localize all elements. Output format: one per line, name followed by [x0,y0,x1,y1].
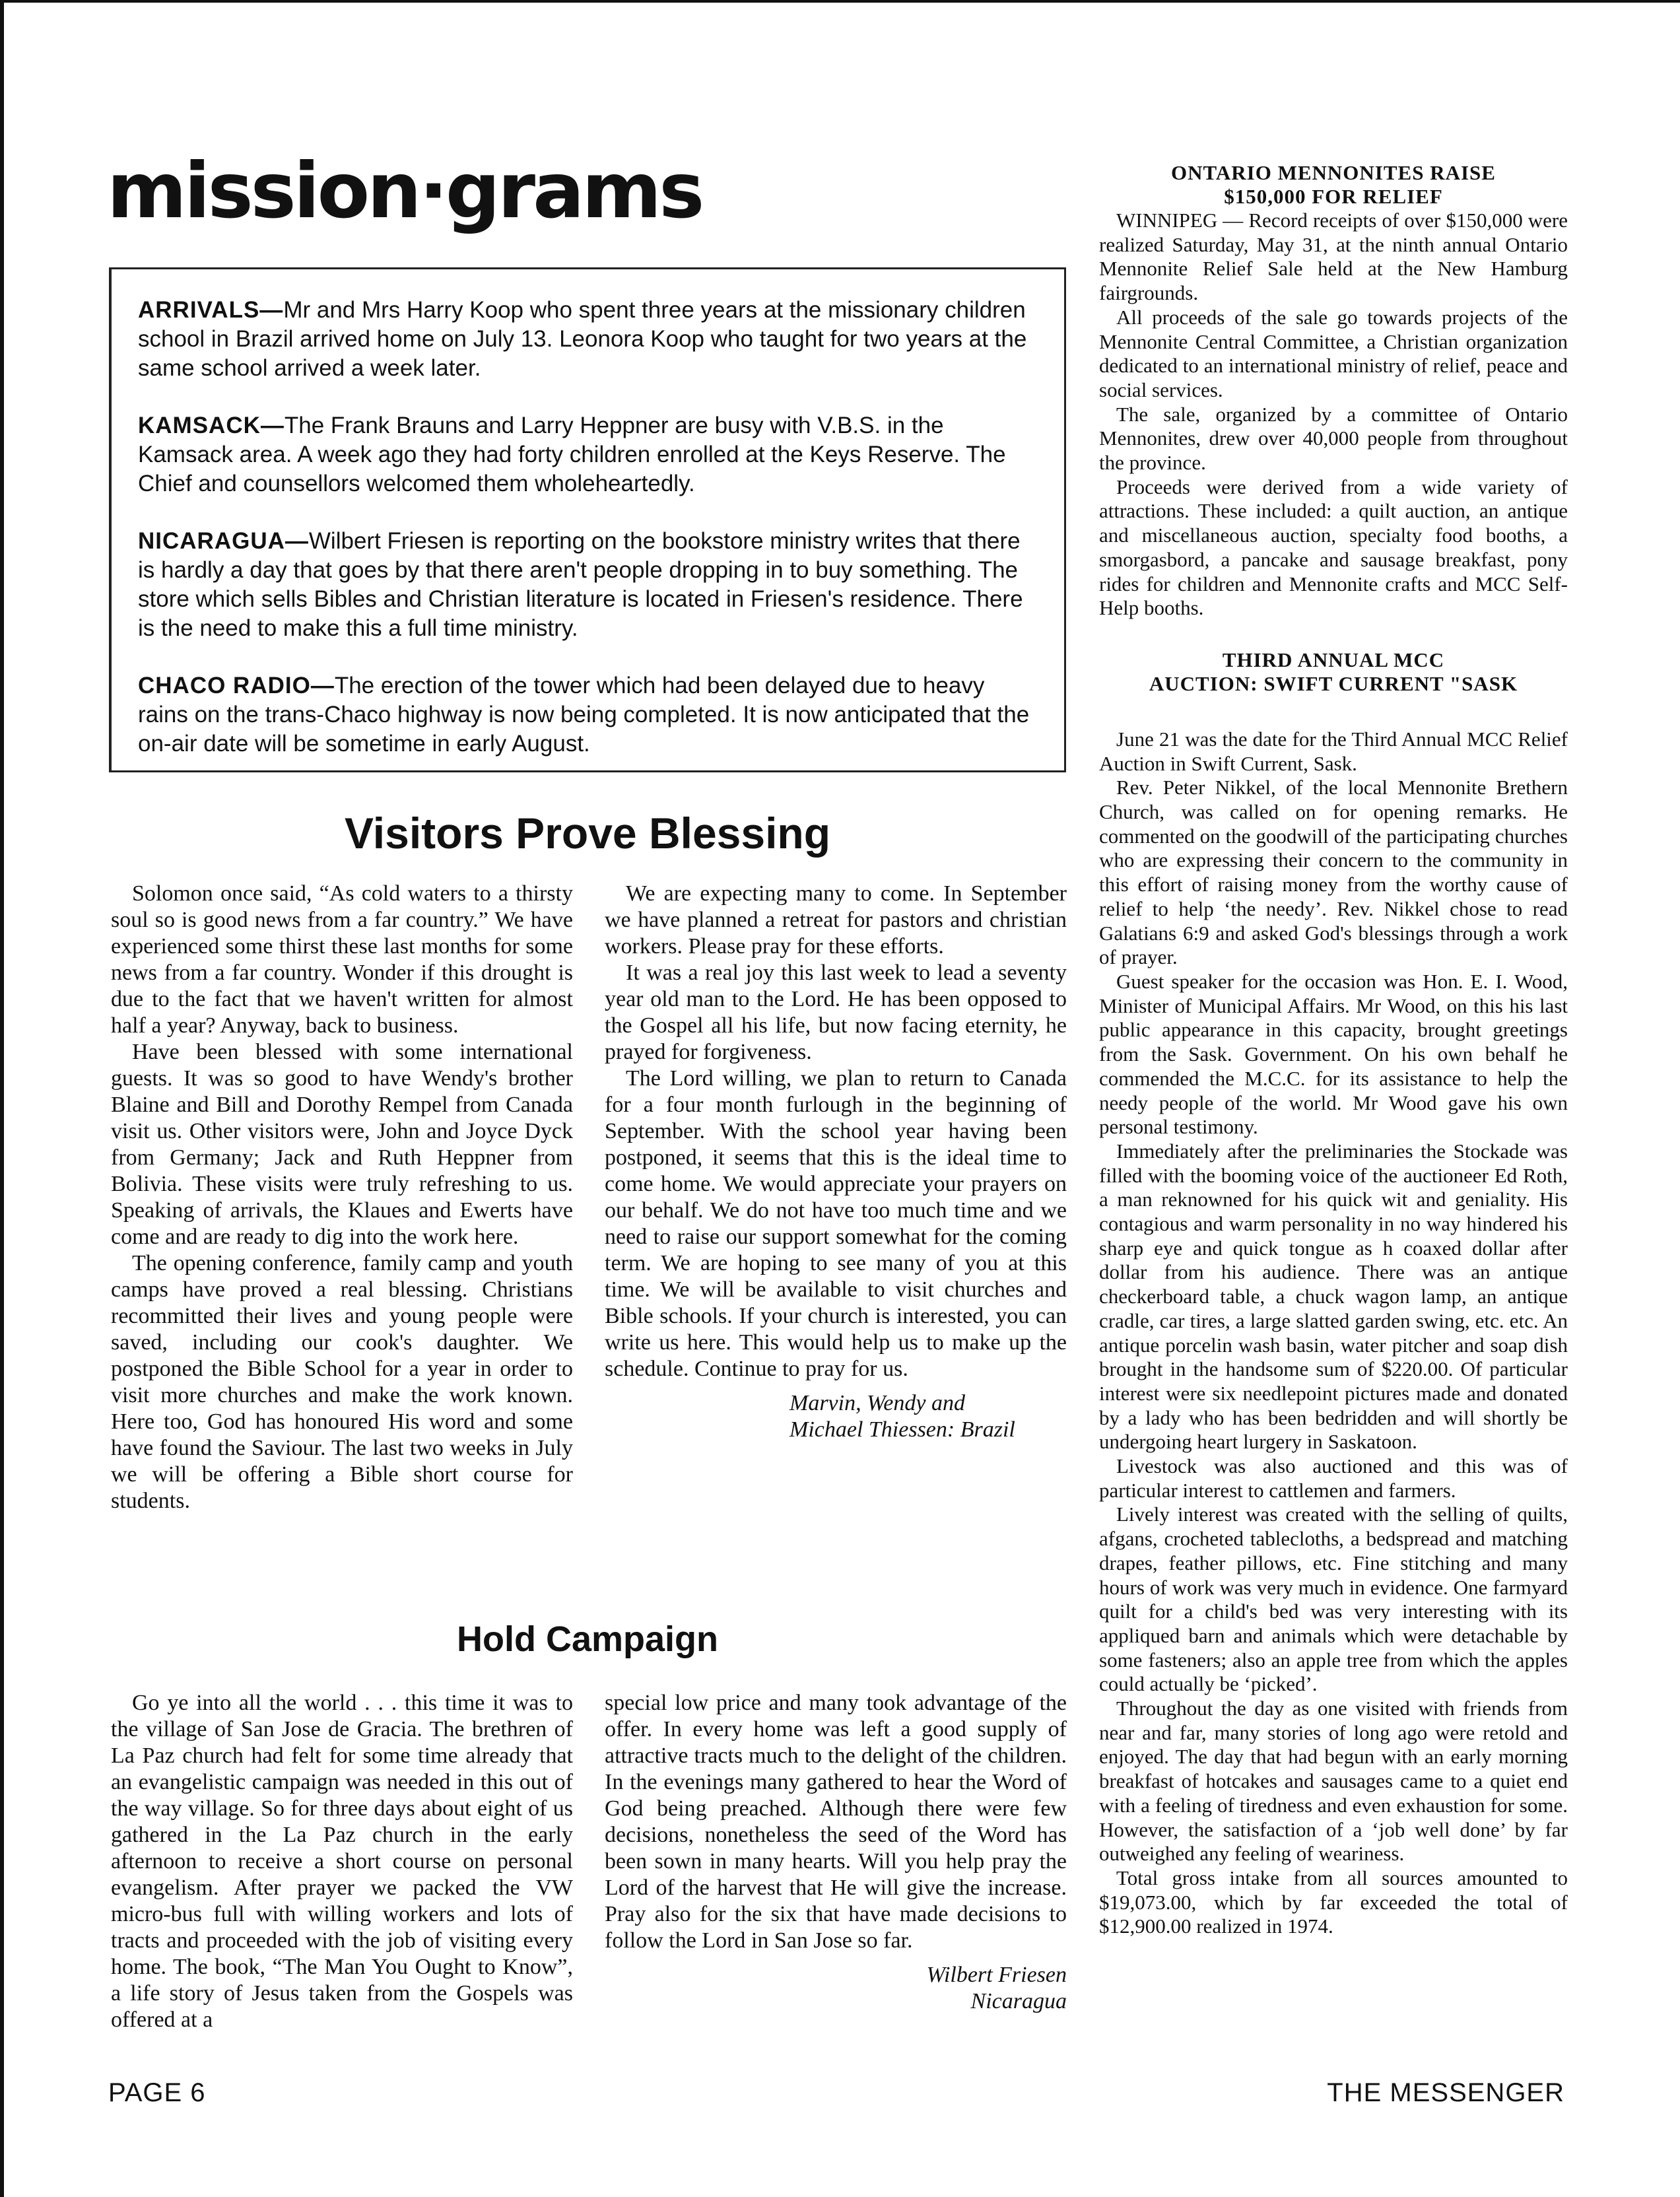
visitors-headline: Visitors Prove Blessing [344,809,831,858]
article-paragraph: All proceeds of the sale go towards projects of the Mennonite Central Committee, a Christian organization dedicated to an international ministry of relief, peace and social services. [1099,305,1568,401]
headline-line: THIRD ANNUAL MCC [1222,648,1445,671]
news-item-label: KAMSACK— [138,413,285,438]
campaign-headline: Hold Campaign [456,1619,718,1659]
page-number: PAGE 6 [108,2078,206,2107]
visitors-column-1 [111,881,573,1514]
article-paragraph: Rev. Peter Nikkel, of the local Mennonite Brethern Church, was called on for opening remarks. He commented on the goodwill of the participating churches who are expressing their concern to the community in this effort of raising money from the worthy cause of relief to help ‘the needy’. Rev. Nikkel chose to read Galatians 6:9 and asked God's blessings through a work of prayer. [1099,776,1568,969]
right-column [1099,161,1568,1939]
news-item-label: ARRIVALS— [138,297,284,323]
headline-line: $150,000 FOR RELIEF [1224,185,1443,208]
article-paragraph: Solomon once said, “As cold waters to a thirsty soul so is good news from a far country.” We have experienced some thirst these last months for some news from a far country. Wonder if this drought is due to the fact that we haven't written for almost half a year? Anyway, back to business. [111,881,573,1038]
news-item-nicaragua [138,527,1040,643]
signature-line: Nicaragua [970,1989,1067,2013]
article-paragraph: Have been blessed with some international guests. It was so good to have Wendy's brother Blaine and Bill and Dorothy Rempel from Canada visit us. Other visitors were, John and Joyce Dyck from Germany; Jack and Ruth Heppner from Bolivia. These visits were truly refreshing to us. Speaking of arrivals, the Klaues and Ewerts have come and are ready to dig into the work here. [111,1040,573,1249]
article-paragraph: Livestock was also auctioned and this was of particular interest to cattlemen and farmers. [1099,1454,1568,1502]
mission-grams-box [109,267,1066,772]
mcc-headline [1099,648,1568,696]
news-item-text: The Frank Brauns and Larry Heppner are busy with V.B.S. in the Kamsack area. A week ago they had forty children enrolled at the Keys Reserve. The Chief and counsellors welcomed them wholeheartedly. [138,413,1006,496]
campaign-column-2 [605,1690,1067,2015]
article-paragraph: The Lord willing, we plan to return to Canada for a four month furlough in the beginning of September. With the school year having been postponed, it seems that this is the ideal time to come home. We would appreciate your prayers on our behalf. We do not have too much time and we need to raise our support somewhat for the coming term. We are hoping to see many of you at this time. We will be available to visit churches and Bible schools. If your church is interested, you can write us here. This would help us to make up the schedule. Continue to pray for us. [605,1066,1067,1381]
article-paragraph: We are expecting many to come. In September we have planned a retreat for pastors and christian workers. Please pray for these efforts. [605,881,1067,959]
headline-line: ONTARIO MENNONITES RAISE [1171,161,1496,184]
news-item-text: Wilbert Friesen is reporting on the bookstore ministry writes that there is hardly a day that goes by that there aren't people dropping in to buy something. The store which sells Bibles and Christian literature is located in Friesen's residence. There is the need to make this a full time ministry. [138,528,1023,641]
signature-line: Wilbert Friesen [926,1963,1067,1987]
visitors-signature [605,1390,1067,1443]
article-paragraph: June 21 was the date for the Third Annual MCC Relief Auction in Swift Current, Sask. [1099,727,1568,775]
article-paragraph: Proceeds were derived from a wide variety of attractions. These included: a quilt auction, an antique and miscellaneous auction, specialty food booths, a smorgasbord, a pancake and sausage breakfast, pony rides for children and Mennonite crafts and MCC Self-Help booths. [1099,475,1568,620]
headline-line: AUCTION: SWIFT CURRENT "SASK [1149,671,1518,695]
article-paragraph: Go ye into all the world . . . this time it was to the village of San Jose de Gracia. The brethren of La Paz church had felt for some time already that an evangelistic campaign was needed in this out of the way village. So for three days about eight of us gathered in the La Paz church in the early afternoon to receive a short course on personal evangelism. After prayer we packed the VW micro-bus full with willing workers and lots of tracts and proceeded with the job of visiting every home. The book, “The Man You Ought to Know”, a life story of Jesus taken from the Gospels was offered at a [111,1691,573,2032]
news-item-chaco-radio [138,671,1040,759]
news-item-arrivals [138,296,1040,383]
visitors-column-2 [605,881,1067,1443]
publication-name: THE MESSENGER [1327,2078,1564,2107]
article-paragraph: Lively interest was created with the selling of quilts, afgans, crocheted tablecloths, a bedspread and matching drapes, feather pillows, etc. Fine stitching and many hours of work was very much in evidence. One farmyard quilt for a child's bed was very interesting with its appliqued barn and animals which were detachable by some fasteners; also an apple tree from which the apples could actually be ‘picked’. [1099,1503,1568,1696]
news-item-label: CHACO RADIO— [138,673,335,698]
ontario-headline [1099,161,1568,209]
news-item-kamsack [138,411,1040,498]
article-paragraph: It was a real joy this last week to lead a seventy year old man to the Lord. He has been opposed to the Gospel all his life, but now facing eternity, he prayed for forgiveness. [605,961,1067,1064]
article-paragraph: WINNIPEG — Record receipts of over $150,000 were realized Saturday, May 31, at the ninth annual Ontario Mennonite Relief Sale held at the New Hamburg fairgrounds. [1099,209,1568,305]
news-item-text: Mr and Mrs Harry Koop who spent three years at the missionary children school in Brazil arrived home on July 13. Leonora Koop who taught for two years at the same school arrived a week later. [138,297,1027,381]
article-paragraph: Throughout the day as one visited with friends from near and far, many stories of long ago were retold and enjoyed. The day that had begun with an early morning breakfast of hotcakes and sausages came to a quiet end with a feeling of tiredness and even exhaustion for some. However, the satisfaction of a ‘job well done’ by far outweighed any feeling of weariness. [1099,1697,1568,1866]
article-paragraph: The sale, organized by a committee of Ontario Mennonites, drew over 40,000 people from throughout the province. [1099,402,1568,475]
signature-line: Marvin, Wendy and [790,1391,965,1415]
article-paragraph: Total gross intake from all sources amounted to $19,073.00, which by far exceeded the total of $12,900.00 realized in 1974. [1099,1866,1568,1938]
article-paragraph: The opening conference, family camp and youth camps have proved a real blessing. Christians recommitted their lives and young people were saved, including our cook's daughter. We postponed the Bible School for a year in order to visit more churches and make the work known. Here too, God has honoured His word and some have found the Saviour. The last two weeks in July we will be offering a Bible short course for students. [111,1251,573,1513]
campaign-column-1 [111,1690,573,2033]
campaign-signature [605,1962,1067,2015]
article-paragraph: special low price and many took advantage of the offer. In every home was left a good supply of attractive tracts much to the delight of the children. In the evenings many gathered to hear the Word of God being preached. Although there were few decisions, nonetheless the seed of the Word has been sown in many hearts. Will you help pray the Lord of the harvest that He will give the increase. Pray also for the six that have made decisions to follow the Lord in San Jose so far. [605,1691,1067,1953]
masthead: mission·grams [107,147,702,236]
news-item-label: NICARAGUA— [138,528,309,554]
article-paragraph: Guest speaker for the occasion was Hon. E. I. Wood, Minister of Municipal Affairs. Mr Wood, on this his last public appearance in this capacity, brought greetings from the Sask. Government. On his own behalf he commended the M.C.C. for its assistance to help the needy people of the world. Mr Wood gave his own personal testimony. [1099,969,1568,1139]
article-paragraph: Immediately after the preliminaries the Stockade was filled with the booming voice of the auctioneer Ed Roth, a man reknowned for his quick wit and geniality. His contagious and warm personality in no way hindered his sharp eye and quick tongue as h coaxed dollar after dollar from his audience. There was an antique checkerboard table, a chuck wagon lamp, an antique cradle, car tires, a large slatted garden swing, etc. etc. An antique porcelin wash basin, water pitcher and soap dish brought in the handsome sum of $220.00. Of particular interest were six needlepoint pictures made and donated by a lady who has been bedridden and will shortly be undergoing heart lurgery in Saskatoon. [1099,1139,1568,1454]
signature-line: Michael Thiessen: Brazil [790,1417,1015,1442]
news-item-text: The erection of the tower which had been delayed due to heavy rains on the trans-Chaco highway is now being completed. It is now anticipated that the on-air date will be sometime in early August. [138,673,1030,757]
